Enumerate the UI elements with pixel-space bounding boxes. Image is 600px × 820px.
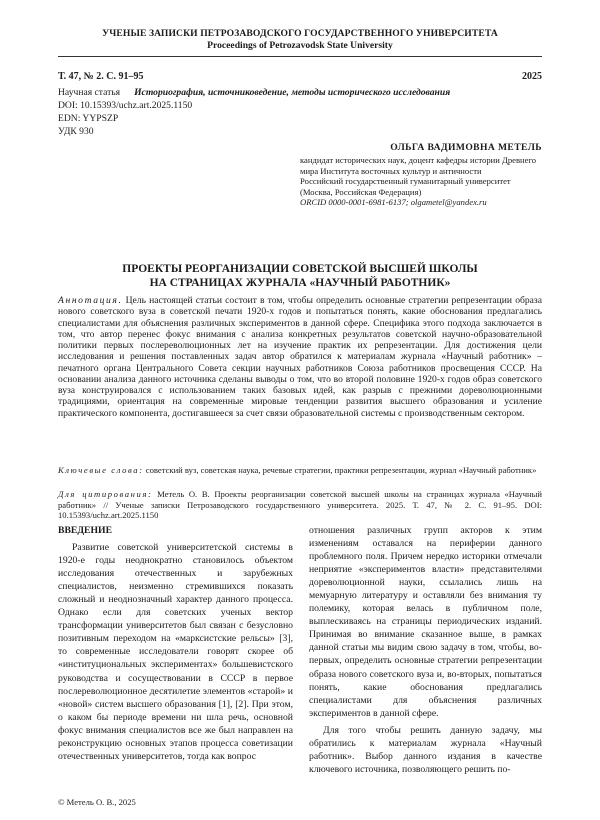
citation [58, 489, 542, 521]
citation-label: Для цитирования: [58, 489, 153, 499]
journal-title-ru: УЧЕНЫЕ ЗАПИСКИ ПЕТРОЗАВОДСКОГО ГОСУДАРСТВЕННОГО УНИВЕРСИТЕТА [102, 28, 498, 39]
header-divider [58, 56, 542, 57]
abstract-label: Аннотация. [58, 295, 123, 306]
article-category: Историография, источниковедение, методы исторического исследования [134, 87, 451, 98]
article-type: Научная статья [58, 87, 121, 98]
body-paragraph: отношения различных групп акторов к этим изменениям оставался на периферии данного проблемного поля. Причем нередко историки отмечали неприятие «экспериментов власти» представителями дореволюционной науки, ссылались лишь на мемуарную литературу и оставляли без внимания ту полемику, которая велась в публичном поле, выплескиваясь на страницы периодических изданий. Принимая во внимание сказанное выше, в рамках данной статьи мы видим свою задачу в том, чтобы, во-первых, определить основные стратегии репрезентации образа нового советского вуза и, во-вторых, попытаться понять, какие обоснования предлагались специалистами для объяснения различных экспериментов в данной сфере. [309, 525, 542, 719]
body-paragraph: Для того чтобы решить данную задачу, мы обратились к материалам журнала «Научный работник». Выбор данного издания в качестве ключевого источника, позволяющего решить по- [309, 724, 542, 775]
keywords-label: Ключевые слова: [58, 465, 144, 475]
abstract-text: Цель настоящей статьи состоит в том, чтобы определить основные стратегии репрезентации образа нового советского вуза в советской печати 1920-х годов и попытаться понять, какие обоснования предлагались специалистами для объяснения различных экспериментов в данной сфере. Специфика этого подхода заключается в том, что автор перенес фокус внимания с анализа конкретных результатов советской научно-образовательной политики первых послереволюционных лет на изучение практик их репрезентации. Для достижения цели исследования и решения поставленных задач автор обратился к материалам журнала «Научный работник» – печатного органа Центрального Совета секции научных работников Союза работников просвещения СССР. На основании анализа данного источника сделаны выводы о том, что во второй половине 1920-х годов образ советского вуза конструировался с использованием таких базовых идей, как разрыв с прежними дореволюционными традициями, ориентация на современные мировые тенденции развития высшего образования и усиление практического компонента, достигавшееся за счет связи образовательной системы с производственным сектором. [58, 295, 542, 419]
author-orcid: ORCID 0000-0001-6981-6137; olgametel@yandex.ru [300, 197, 487, 208]
article-title [58, 263, 542, 290]
issue-year: 2025 [522, 71, 542, 82]
doi: DOI: 10.15393/uchz.art.2025.1150 [58, 100, 193, 111]
body-column-left [58, 524, 293, 763]
title-line-1: ПРОЕКТЫ РЕОРГАНИЗАЦИИ СОВЕТСКОЙ ВЫСШЕЙ ШКОЛЫ [122, 263, 478, 275]
author-affiliation: Российский государственный гуманитарный университет (Москва, Российская Федерация) [300, 176, 511, 197]
edn: EDN: YYPSZP [58, 113, 119, 124]
author-position: кандидат исторических наук, доцент кафедры истории Древнего мира Института восточных культур и античности [300, 155, 537, 176]
author-name: ОЛЬГА ВАДИМОВНА МЕТЕЛЬ [390, 142, 542, 153]
abstract [58, 295, 542, 419]
author-info [300, 155, 542, 208]
journal-title-en: Proceedings of Petrozavodsk State University [207, 40, 393, 51]
keywords-text: советский вуз, советская наука, речевые стратегии, практики репрезентации, журнал «Научный работник» [145, 465, 537, 475]
body-column-right [309, 524, 542, 776]
copyright: © Метель О. В., 2025 [58, 797, 136, 807]
intro-heading: ВВЕДЕНИЕ [58, 525, 113, 536]
citation-text: Метель О. В. Проекты реорганизации советской высшей школы на страницах журнала «Научный работник» // Ученые записки Петрозаводского государственного университета. 2025. Т. 47, № 2. С. 91–95. DOI: 10.15393/uchz.art.2025.1150 [58, 489, 542, 521]
issue-info: Т. 47, № 2. С. 91–95 [58, 71, 144, 82]
title-line-2: НА СТРАНИЦАХ ЖУРНАЛА «НАУЧНЫЙ РАБОТНИК» [149, 276, 451, 289]
body-paragraph: Развитие советской университетской системы в 1920-е годы неоднократно становилось объектом исследования отечественных и зарубежных специалистов, неизменно стремившихся показать сложный и неоднозначный характер данного процесса. Однако если для советских ученых вектор трансформации университетов был связан с безусловно позитивным переходом на «марксистские рельсы» [3], то современные исследователи говорят скорее об «институциональных экспериментах» большевистского руководства и сосуществовании в СССР в первое послереволюционное десятилетие элементов «старой» и «новой» систем высшего образования [1], [2]. При этом, о каком бы периоде времени ни шла речь, основной фокус внимания специалистов все же был направлен на реконструкцию основных этапов процесса советизации отечественных университетов, тогда как вопрос [58, 542, 293, 762]
article-type-line [58, 86, 450, 99]
keywords [58, 465, 542, 476]
udk: УДК 930 [58, 126, 94, 137]
